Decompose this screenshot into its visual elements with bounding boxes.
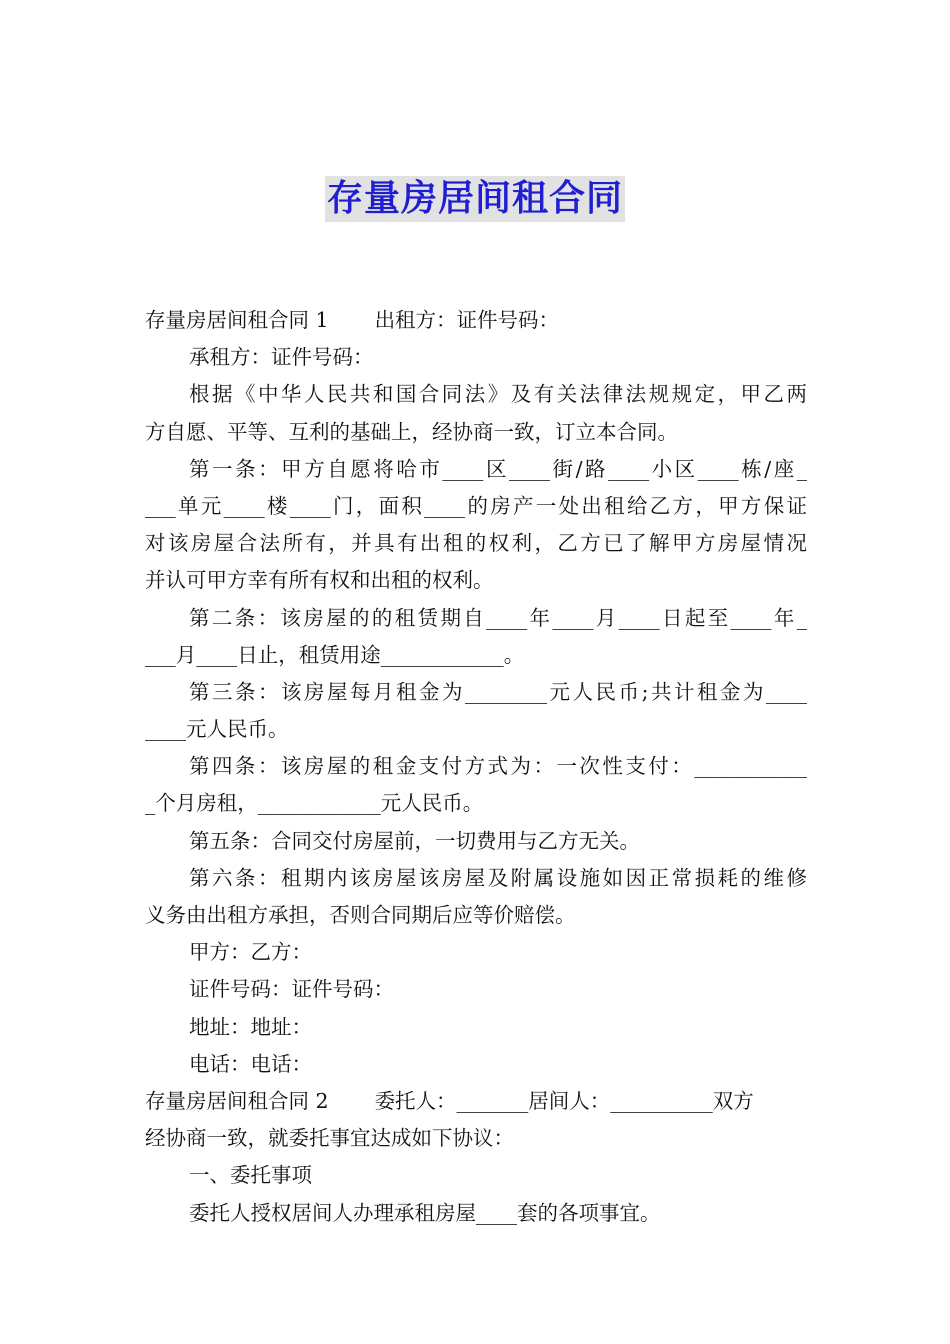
document-body xyxy=(145,302,807,1232)
title-container xyxy=(0,176,950,222)
article-4-line: 第四条：该房屋的租金支付方式为：一次性支付：___________ xyxy=(189,754,807,779)
article-3-line: 第三条：该房屋每月租金为________元人民币;共计租金为____ xyxy=(189,679,807,704)
paragraph-line: 方自愿、平等、互利的基础上，经协商一致，订立本合同。 xyxy=(145,419,678,444)
paragraph-line: 经协商一致，就委托事宜达成如下协议： xyxy=(145,1126,514,1151)
lessor-id-label: 出租方：证件号码： xyxy=(374,308,560,332)
section-heading: 一、委托事项 xyxy=(189,1163,312,1188)
contract-1-heading: 存量房居间租合同 1 xyxy=(145,308,329,332)
article-4-line: _个月房租，____________元人民币。 xyxy=(145,791,484,816)
article-6-line: 第六条：租期内该房屋该房屋及附属设施如因正常损耗的维修 xyxy=(189,865,807,890)
contract-2-heading: 存量房居间租合同 2 xyxy=(145,1088,329,1113)
article-6-line: 义务由出租方承担，否则合同期后应等价赔偿。 xyxy=(145,903,576,927)
article-1-line: 对该房屋合法所有，并具有出租的权利，乙方已了解甲方房屋情况 xyxy=(145,531,807,556)
paragraph-line: 承租方：证件号码： xyxy=(189,345,374,370)
article-2-line: ___月____日止，租赁用途____________。 xyxy=(145,642,525,667)
article-3-line: ____元人民币。 xyxy=(145,717,289,742)
signature-parties-line: 甲方：乙方： xyxy=(189,940,312,965)
signature-address-line: 地址：地址： xyxy=(189,1014,312,1039)
signature-phone-line: 电话：电话： xyxy=(189,1051,312,1076)
article-1-line: 并认可甲方幸有所有权和出租的权利。 xyxy=(145,568,494,593)
paragraph-line: 委托人授权居间人办理承租房屋____套的各项事宜。 xyxy=(189,1200,661,1225)
article-1-line: ___单元____楼____门，面积____的房产一处出租给乙方，甲方保证 xyxy=(145,493,807,518)
contract-1-heading-line xyxy=(145,302,807,339)
paragraph-line: 根据《中华人民共和国合同法》及有关法律法规规定，甲乙两 xyxy=(189,382,807,407)
signature-id-line: 证件号码：证件号码： xyxy=(189,977,394,1002)
document-title: 存量房居间租合同 xyxy=(325,176,625,222)
article-2-line: 第二条：该房屋的的租赁期自____年____月____日起至____年_ xyxy=(189,605,807,630)
principal-intermediary-label: 委托人：_______居间人：__________双方 xyxy=(374,1088,754,1113)
article-1-line: 第一条：甲方自愿将哈市____区____街/路____小区____栋/座_ xyxy=(189,456,807,481)
contract-2-heading-line xyxy=(145,1083,807,1120)
article-5-line: 第五条：合同交付房屋前，一切费用与乙方无关。 xyxy=(189,828,640,853)
